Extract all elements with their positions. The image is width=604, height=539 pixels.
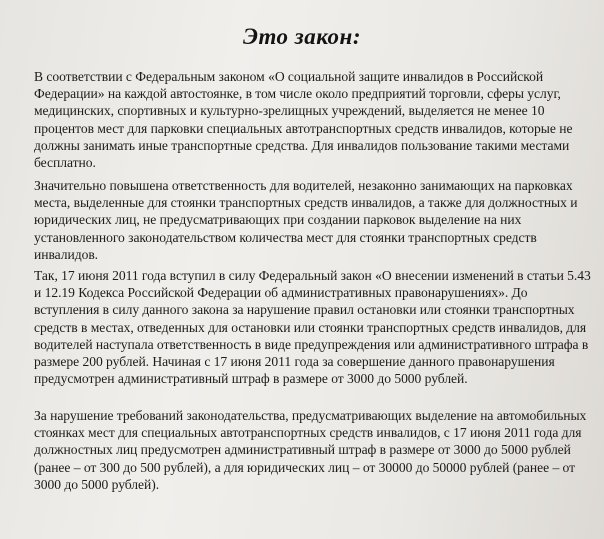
- document-title: Это закон:: [243, 24, 361, 49]
- paragraph-fines: За нарушение требований законодательства, предусматривающих выделение на автомобильных стоянках мест для специальных автотранспортных средств инвалидов, с 17 июня 2011 года для должностных лиц предусмотрен административный штраф в размере от 3000 до 5000 рублей (ранее – от 300 до 500 рублей), а для юридических лиц – от 30000 до 50000 рублей (ранее – от 3000 до 5000 рублей).: [34, 408, 587, 492]
- paragraph-increased-liability: Значительно повышена ответственность для водителей, незаконно занимающих на парковках места, выделенные для стоянки транспортных средств инвалидов, а также для должностных и юридических лиц, не предусматривающих при создании парковок выделение на них установленного законодательством количества мест для стоянки транспортных средств инвалидов.: [34, 178, 578, 262]
- paragraph-law-amendment: Так, 17 июня 2011 года вступил в силу Федеральный закон «О внесении изменений в статьи 5.43 и 12.19 Кодекса Российской Федерации об административных правонарушениях». До вступления в силу данного закона за нарушение правил остановки или стоянки транспортных средств в местах, отведенных для остановки или стоянки транспортных средств инвалидов, для водителей наступала ответственность в виде предупреждения или административного штрафа в размере 200 рублей. Начиная с 17 июня 2011 года за совершение данного правонарушения предусмотрен административный штраф в размере от 3000 до 5000 рублей.: [34, 268, 591, 387]
- paragraph-parking-quota: В соответствии с Федеральным законом «О социальной защите инвалидов в Российской Федерации» на каждой автостоянке, в том числе около предприятий торговли, сферы услуг, медицинских, спортивных и культурно-зрелищных учреждений, выделяется не менее 10 процентов мест для парковки специальных автотранспортных средств инвалидов, которые не должны занимать иные транспортные средства. Для инвалидов пользование такими местами бесплатно.: [34, 69, 573, 171]
